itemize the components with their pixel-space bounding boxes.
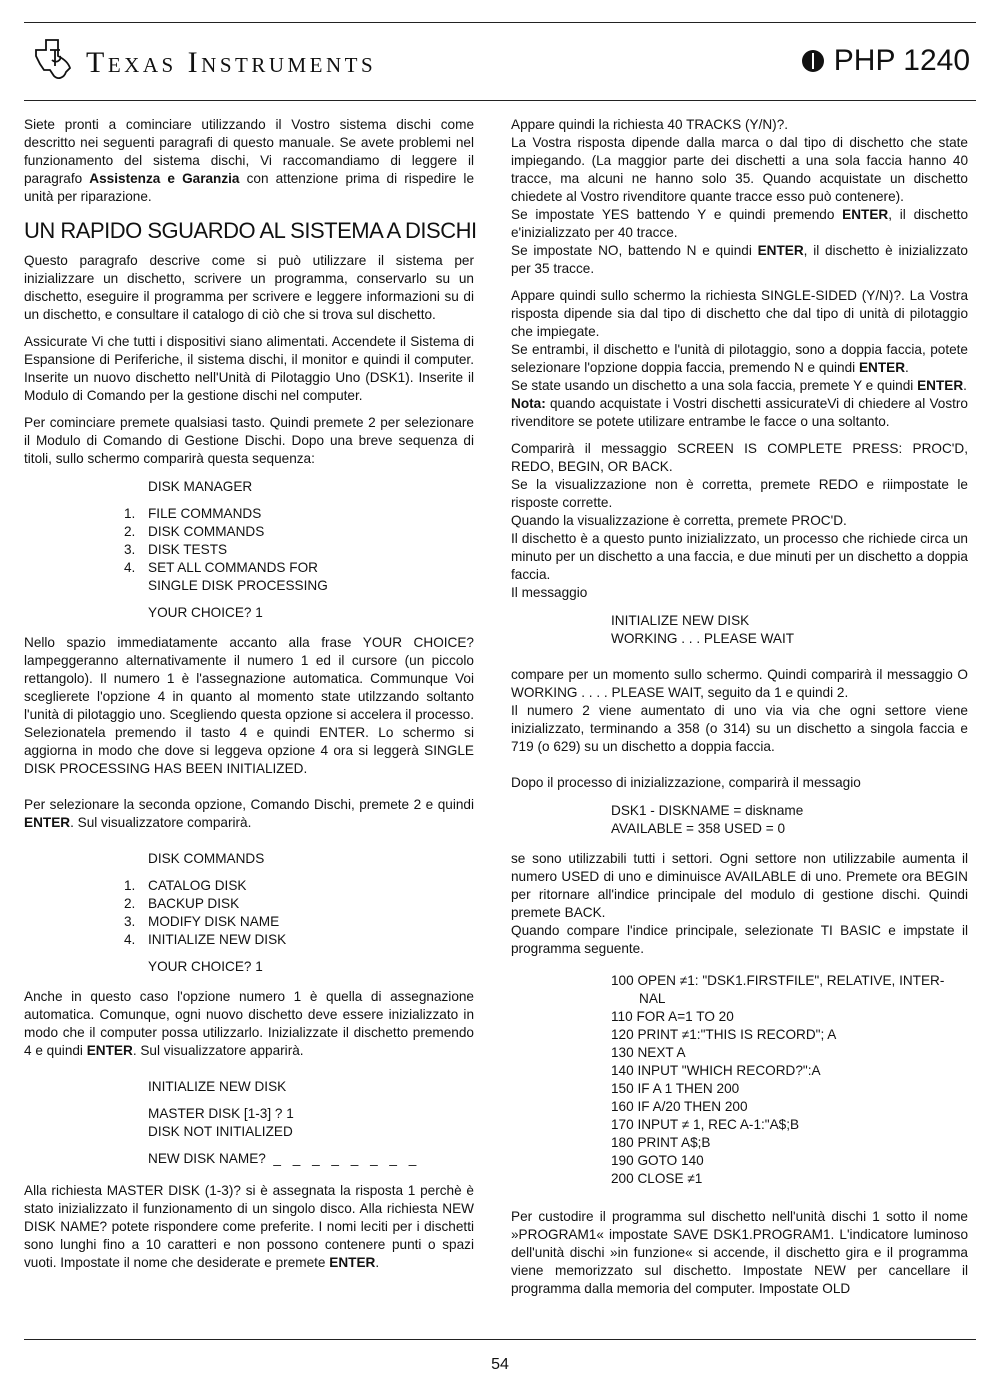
right-column <box>511 116 968 1298</box>
screen-title: INITIALIZE NEW DISK <box>148 1079 287 1094</box>
screen-title: DISK MANAGER <box>148 479 253 494</box>
code-line: 130 NEXT A <box>611 1045 686 1060</box>
list-item: SINGLE DISK PROCESSING <box>148 578 328 593</box>
paragraph: Il dischetto è a questo punto inizializzato, un processo che richiede circa un minuto per un dischetto a una faccia, e due minuti per un dischetto a doppia faccia. <box>511 531 968 582</box>
paragraph: Appare quindi la richiesta 40 TRACKS (Y/N)?. <box>511 117 789 132</box>
screen-line: INITIALIZE NEW DISK <box>611 613 750 628</box>
paragraph: Per selezionare la seconda opzione, Comando Dischi, premete 2 e quindi ENTER. Sul visualizzatore comparirà. <box>24 797 474 830</box>
paragraph: Quando compare l'indice principale, selezionate TI BASIC e impstate il programma seguente. <box>511 923 968 956</box>
model-label: PHP 1240 <box>833 44 970 77</box>
list-item: 4. SET ALL COMMANDS FOR <box>124 560 318 575</box>
list-item: 2. DISK COMMANDS <box>124 524 265 539</box>
screen-line: AVAILABLE = 358 USED = 0 <box>611 821 786 836</box>
basic-program-listing <box>611 972 968 1188</box>
paragraph: Per cominciare premete qualsiasi tasto. Quindi premete 2 per selezionare il Modulo di Comando di Gestione Dischi. Dopo una breve sequenza di titoli, sullo schermo comparirà questa sequenza: <box>24 415 474 466</box>
code-line: 190 GOTO 140 <box>611 1153 704 1168</box>
list-item: 3. DISK TESTS <box>124 542 228 557</box>
paragraph: Il messaggio <box>511 585 588 600</box>
list-item: 2. BACKUP DISK <box>124 896 240 911</box>
footer-rule <box>24 1339 976 1340</box>
paragraph: compare per un momento sullo schermo. Quindi comparirà il messaggio O WORKING . . . . PLEASE WAIT, seguito da 1 e quindi 2. <box>511 667 968 700</box>
list-item: 1. FILE COMMANDS <box>124 506 262 521</box>
screen-line: NEW DISK NAME? _ _ _ _ _ _ _ _ <box>148 1151 421 1166</box>
code-line: NAL <box>639 991 666 1006</box>
list-item: 1. CATALOG DISK <box>124 878 247 893</box>
section-heading: UN RAPIDO SGUARDO AL SISTEMA A DISCHI <box>24 218 477 243</box>
menu-list <box>124 877 474 949</box>
screen-line: DSK1 - DISKNAME = diskname <box>611 803 804 818</box>
paragraph: La Vostra risposta dipende dalla marca o dal tipo di dischetto che state impiegando. (La maggior parte dei dischetti a una sola faccia hanno 40 tracce, ma alcuni ne hanno solo 35. Quando acquistate un dischetto chiedete al Vostro rivenditore quante tracce esso può contenere). <box>511 135 968 204</box>
intro-paragraph: Siete pronti a cominciare utilizzando il Vostro sistema dischi come descritto nei seguenti paragrafi di questo manuale. Se avete problemi nel funzionamento del sistema dischi, Vi raccomandiamo di leggere il paragrafo Assistenza e Garanzia con attenzione prima di rispedire le unità per riparazione. <box>24 117 475 204</box>
brand-name: Texas Instruments <box>86 46 377 79</box>
code-line: 150 IF A 1 THEN 200 <box>611 1081 740 1096</box>
paragraph: Nello spazio immediatamente accanto alla frase YOUR CHOICE? lampeggeranno alternativamente il numero 1 ed il cursore (un piccolo rettangolo). Il numero 1 è l'assegnazione automatica. Communque Voi sceglierete l'opzione 4 in quanto al momento state utilzzando soltanto l'unità di pilotaggio uno. Scegliendo questa opzione si accelera il processo. Selezionatela premendo il tasto 4 e quindi ENTER. Lo schermo si aggiorna in modo che dove si leggeva opzione 4 ora si leggerà SINGLE DISK PROCESSING HAS BEEN INITIALIZED. <box>24 635 474 776</box>
code-line: 170 INPUT ≠ 1, REC A-1:"A$;B <box>611 1117 800 1132</box>
paragraph: Comparirà il messaggio SCREEN IS COMPLETE PRESS: PROC'D, REDO, BEGIN, OR BACK. <box>511 441 968 474</box>
code-line: 140 INPUT "WHICH RECORD?":A <box>611 1063 821 1078</box>
paragraph: Quando la visualizzazione è corretta, premete PROC'D. <box>511 513 847 528</box>
screen-title: DISK COMMANDS <box>148 851 265 866</box>
top-rule <box>24 22 976 23</box>
paragraph: Se la visualizzazione non è corretta, premete REDO e riimpostate le risposte corrette. <box>511 477 968 510</box>
screen-prompt: YOUR CHOICE? 1 <box>148 605 263 620</box>
paragraph: Se impostate NO, battendo N e quindi ENTER, il dischetto è inizializzato per 35 tracce. <box>511 243 968 276</box>
screen-prompt: YOUR CHOICE? 1 <box>148 959 263 974</box>
name-field-placeholder: _ _ _ _ _ _ _ _ <box>273 1151 421 1166</box>
disk-status-message <box>611 802 968 838</box>
working-message <box>611 612 968 648</box>
note-paragraph: Nota: quando acquistate i Vostri dischetti assicurateVi di chiedere al Vostro rivenditore se potete utilizare entrambe le facce o una soltanto. <box>511 396 968 429</box>
initialize-screen <box>148 1078 474 1168</box>
paragraph: Se entrambi, il dischetto e l'unità di pilotaggio, sono a doppia faccia, potete selezionare l'opzione doppia faccia, premendo N e quindi ENTER. <box>511 342 968 375</box>
paragraph: Questo paragrafo descrive come si può utilizzare il sistema per inizializzare un dischetto, scrivere un programma, conservarlo su un dischetto, eseguire il programma per scrivere e leggere informazioni su di un dischetto, e consultare il catalogo di ciò che si trova sul dischetto. <box>24 253 474 322</box>
paragraph: Se impostate YES battendo Y e quindi premendo ENTER, il dischetto e'inizializzato per 40 tracce. <box>511 207 969 240</box>
paragraph: Appare quindi sullo schermo la richiesta SINGLE-SIDED (Y/N)?. La Vostra risposta dipende sia dal tipo di dischetto che dal tipo di unità di pilotaggio che impiegate. <box>511 288 968 339</box>
code-line: 120 PRINT ≠1:"THIS IS RECORD"; A <box>611 1027 837 1042</box>
list-item: 3. MODIFY DISK NAME <box>124 914 280 929</box>
paragraph: Alla richiesta MASTER DISK (1-3)? si è assegnata la risposta 1 perchè è stato inizializzato il funzionamento di un singolo disco. Alla richiesta NEW DISK NAME? potete rispondere come preferite. I nomi leciti per i dischetti sono lunghi fino a 10 caratteri e non possono contenere punti o spazi vuoti. Impostate il nome che desiderate e premete ENTER. <box>24 1183 474 1270</box>
code-line: 160 IF A/20 THEN 200 <box>611 1099 748 1114</box>
paragraph: se sono utilizzabili tutti i settori. Ogni settore non utilizzabile aumenta il numero USED di uno e diminuisce AVAILABLE di uno. Premete ora BEGIN per ritornare all'indice principale del modulo di gestione dischi. Quindi premete BACK. <box>511 851 968 920</box>
code-line: 100 OPEN ≠1: "DSK1.FIRSTFILE", RELATIVE, INTER- <box>611 973 945 988</box>
screen-line: WORKING . . . PLEASE WAIT <box>611 631 795 646</box>
screen-line: MASTER DISK [1-3] ? 1 <box>148 1106 294 1121</box>
code-line: 200 CLOSE ≠1 <box>611 1171 703 1186</box>
disk-manager-screen <box>124 478 474 622</box>
paragraph: Il numero 2 viene aumentato di uno via via che ogni settore viene inizializzato, terminando a 358 (o 314) su un dischetto a singola faccia e 719 (o 629) su un dischetto a doppia faccia. <box>511 703 968 754</box>
page-number: 54 <box>491 1356 509 1373</box>
list-item: 4. INITIALIZE NEW DISK <box>124 932 287 947</box>
paragraph: Assicurate Vi che tutti i dispositivi siano alimentati. Accendete il Sistema di Espansione di Periferiche, il sistema dischi, il monitor e quindi il computer. Inserite un nuovo dischetto nell'Unità di Pilotaggio Uno (DSK1). Inserite il Modulo di Comando per la gestione dischi nel computer. <box>24 334 474 403</box>
paragraph: Per custodire il programma sul dischetto nell'unità dischi 1 sotto il nome »PROGRAM1« impostate SAVE DSK1.PROGRAM1. L'indicatore luminoso dell'unità dischi »in funzione« si accende, il dischetto gira e il programma viene memorizzato sul dischetto. Impostate NEW per cancellare il programma dalla memoria del computer. Impostate OLD <box>511 1209 968 1296</box>
code-line: 110 FOR A=1 TO 20 <box>611 1009 734 1024</box>
disk-commands-screen <box>124 850 474 976</box>
paragraph: Dopo il processo di inizializzazione, comparirà il messagio <box>511 775 861 790</box>
header-rule <box>24 100 976 101</box>
left-column <box>24 116 477 1281</box>
paragraph: Anche in questo caso l'opzione numero 1 è quella di assegnazione automatica. Comunque, ogni nuovo dischetto deve essere inizializzato in modo che il computer possa utilizzarlo. Inizializzate il dischetto premendo 4 e quindi ENTER. Sul visualizzatore apparirà. <box>24 989 474 1058</box>
menu-list <box>124 505 474 595</box>
texas-instruments-logo-icon <box>30 36 76 82</box>
model-number <box>802 44 970 78</box>
bullet-icon <box>802 50 824 72</box>
code-line: 180 PRINT A$;B <box>611 1135 711 1150</box>
screen-line: DISK NOT INITIALIZED <box>148 1124 293 1139</box>
paragraph: Se state usando un dischetto a una sola faccia, premete Y e quindi ENTER. <box>511 378 967 393</box>
